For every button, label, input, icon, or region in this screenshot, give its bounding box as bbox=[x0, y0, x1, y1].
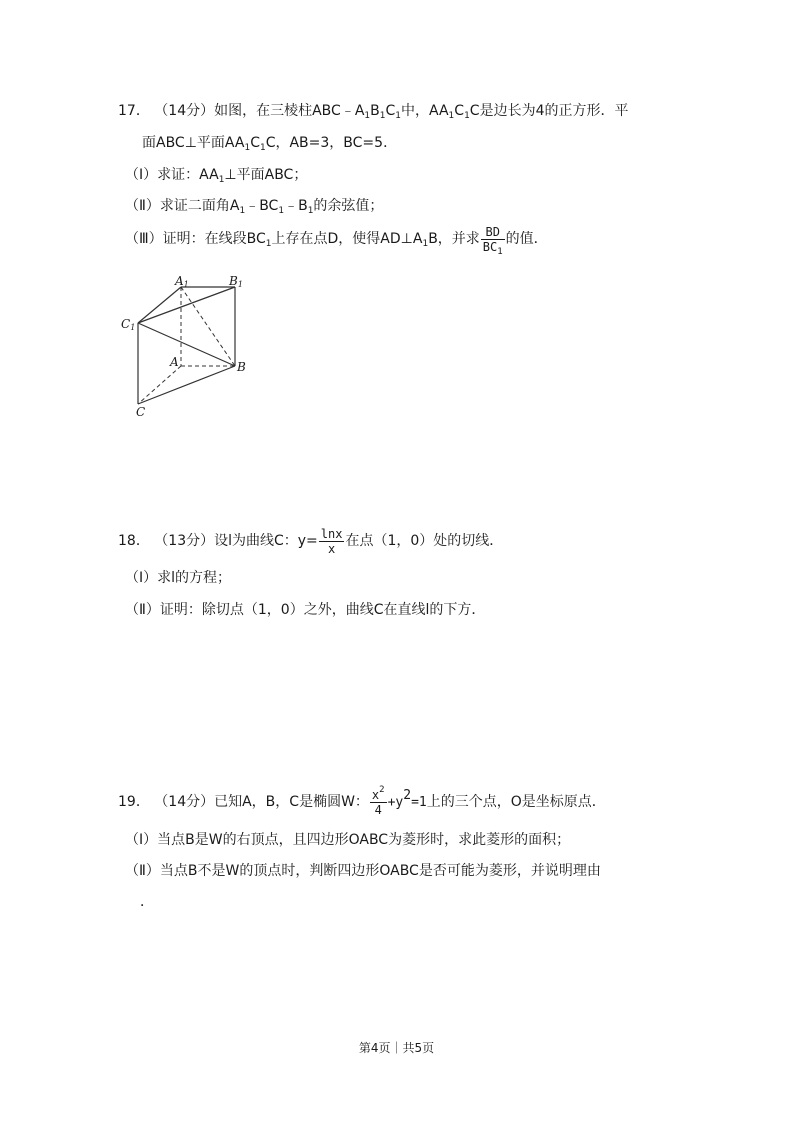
p18-stem-text: 在点（1，0）处的切线． bbox=[345, 533, 504, 549]
fraction-den-sub: 1 bbox=[497, 246, 503, 257]
part-label: （Ⅲ） bbox=[125, 231, 163, 247]
p18-score: （13分） bbox=[154, 533, 215, 549]
part-text: 当点B不是W的顶点时，判断四边形OABC是否可能为菱形，并说明理由 bbox=[159, 863, 601, 879]
p19-score: （14分） bbox=[154, 794, 215, 810]
fraction-bd-bc1 bbox=[481, 224, 505, 257]
part-text: ﹣BC bbox=[245, 198, 279, 214]
p17-stem-text: C bbox=[385, 103, 396, 119]
edge-c1-a1 bbox=[138, 287, 181, 323]
p18-part1 bbox=[125, 568, 231, 588]
p18-number: 18． bbox=[118, 533, 150, 549]
part-text: ． bbox=[140, 894, 154, 910]
p17-stem-text: B bbox=[370, 103, 380, 119]
p17-stem1: 如图，在三棱柱ABC﹣A bbox=[214, 103, 365, 119]
part-label: （Ⅰ） bbox=[125, 167, 158, 183]
p17-stem-line1 bbox=[118, 101, 628, 121]
part-text: 的余弦值； bbox=[313, 198, 384, 214]
p18-stem bbox=[118, 524, 503, 558]
part-text: 求证二面角A bbox=[159, 198, 240, 214]
p17-part3 bbox=[125, 222, 548, 256]
fraction-numerator: BD bbox=[481, 225, 505, 240]
fraction-den-text: BC bbox=[482, 239, 498, 254]
p17-stem-text: 中，AA bbox=[401, 103, 449, 119]
fraction-lnx-x bbox=[319, 527, 345, 556]
fraction-denominator bbox=[481, 239, 505, 257]
p17-sub: 1 bbox=[395, 111, 401, 121]
p17-sub: 1 bbox=[244, 143, 251, 153]
p17-stem-text: C bbox=[250, 135, 260, 151]
part-text: 上存在点D，使得AD⊥A bbox=[271, 231, 423, 247]
fraction-x2-4 bbox=[370, 784, 387, 817]
p17-sub: 1 bbox=[464, 111, 470, 121]
label-a: A bbox=[170, 355, 179, 369]
p17-score: （14分） bbox=[154, 103, 215, 119]
p17-stem-line2 bbox=[142, 133, 397, 153]
fraction-numerator: lnx bbox=[320, 526, 343, 541]
fraction-num-text: x bbox=[371, 787, 380, 802]
part-label: （Ⅱ） bbox=[125, 198, 160, 214]
p17-sub: 1 bbox=[448, 111, 455, 121]
p19-part2-cont bbox=[140, 892, 154, 912]
label-c: C bbox=[136, 405, 146, 419]
part-text: 的值． bbox=[505, 231, 548, 247]
part-label: （Ⅱ） bbox=[125, 602, 160, 618]
fraction-denominator: 4 bbox=[374, 802, 382, 817]
label-c1: C1 bbox=[121, 317, 136, 332]
part-text: ﹣B bbox=[284, 198, 308, 214]
edge-c1-b bbox=[138, 323, 235, 366]
p17-number: 17． bbox=[118, 103, 150, 119]
p17-stem-text: C bbox=[454, 103, 465, 119]
part-text: 证明：除切点（1，0）之外，曲线C在直线l的下方． bbox=[159, 602, 486, 618]
part-text: 求证：AA bbox=[157, 167, 219, 183]
p17-sub: 1 bbox=[307, 206, 314, 216]
p17-stem-text: C，AB=3，BC=5． bbox=[265, 135, 398, 151]
p17-sub: 1 bbox=[265, 239, 272, 249]
part-text: 当点B是W的右顶点，且四边形OABC为菱形时，求此菱形的面积； bbox=[157, 832, 571, 848]
edge-c-b bbox=[138, 366, 235, 404]
label-b1: B1 bbox=[229, 274, 243, 289]
part-text: ⊥平面ABC； bbox=[224, 167, 308, 183]
p17-sub: 1 bbox=[379, 111, 386, 121]
label-b: B bbox=[237, 360, 246, 374]
part-text: 证明：在线段BC bbox=[162, 231, 266, 247]
edge-a-c bbox=[138, 366, 181, 404]
part-text: B，并求 bbox=[428, 231, 480, 247]
p17-stem-text: C是边长为4的正方形．平 bbox=[469, 103, 629, 119]
p17-part2 bbox=[125, 196, 383, 216]
p17-sub: 1 bbox=[259, 143, 266, 153]
page-footer: 第4页｜共5页 bbox=[358, 1041, 435, 1055]
p17-part1 bbox=[125, 165, 307, 185]
p17-sub: 1 bbox=[364, 111, 371, 121]
p18-stem-text: 设l为曲线C：y= bbox=[214, 533, 318, 549]
p19-part1 bbox=[125, 830, 570, 850]
prism-figure bbox=[115, 270, 255, 422]
p18-part2 bbox=[125, 600, 485, 620]
part-label: （Ⅰ） bbox=[125, 570, 158, 586]
part-text: 求l的方程； bbox=[157, 570, 232, 586]
p19-part2 bbox=[125, 861, 601, 881]
p19-math: =1 bbox=[411, 795, 427, 810]
edge-c1-b1 bbox=[138, 287, 235, 323]
p17-sub: 1 bbox=[422, 239, 429, 249]
p17-stem-text: 面ABC⊥平面AA bbox=[142, 135, 245, 151]
p19-math: +y bbox=[387, 795, 404, 810]
p19-stem bbox=[118, 784, 606, 821]
part-label: （Ⅱ） bbox=[125, 863, 160, 879]
p17-sub: 1 bbox=[278, 206, 285, 216]
fraction-num-sup: 2 bbox=[379, 784, 385, 795]
fraction-denominator: x bbox=[328, 541, 336, 556]
p17-sub: 1 bbox=[218, 175, 225, 185]
part-label: （Ⅰ） bbox=[125, 832, 158, 848]
fraction-numerator bbox=[370, 784, 387, 803]
p17-sub: 1 bbox=[239, 206, 246, 216]
p19-stem-text: 上的三个点，O是坐标原点． bbox=[426, 794, 606, 810]
p19-stem-text: 已知A，B，C是椭圆W： bbox=[214, 794, 369, 810]
p19-number: 19． bbox=[118, 794, 150, 810]
label-a1: A1 bbox=[175, 274, 189, 289]
p19-math-sup: 2 bbox=[403, 788, 412, 803]
